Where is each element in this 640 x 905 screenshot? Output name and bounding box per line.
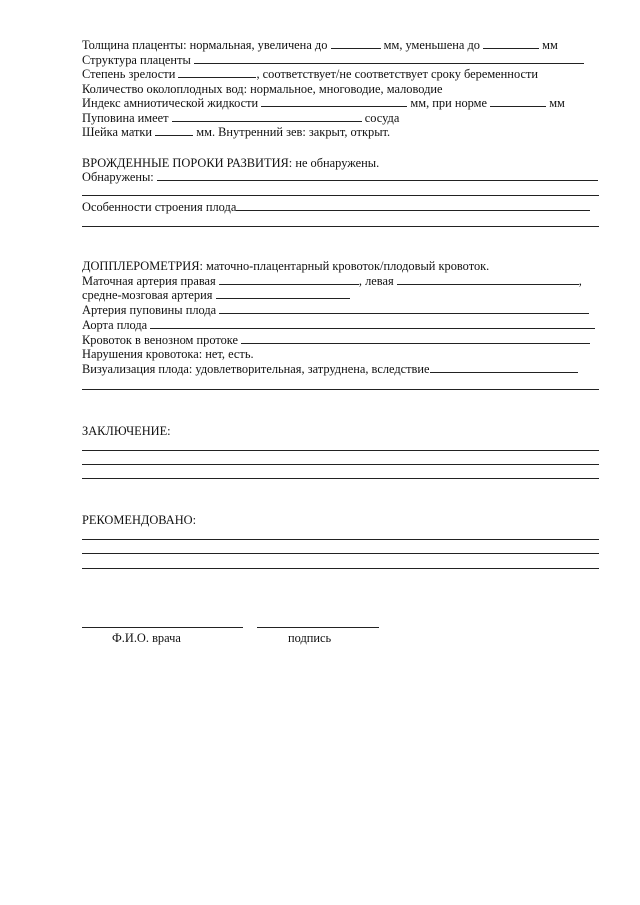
doctor-name-caption: Ф.И.О. врача [112, 631, 181, 645]
signature-caption: подпись [288, 631, 332, 645]
aorta-row [82, 318, 595, 332]
visualization-row [82, 362, 578, 376]
conclusion-line-3[interactable] [82, 478, 599, 479]
mm-unit-label: мм [549, 96, 565, 110]
uterine-artery-row [82, 274, 582, 288]
flow-disorders-row: Нарушения кровотока: нет, есть. [82, 347, 254, 361]
amniotic-index-row [82, 96, 565, 110]
fluid-amount-row [82, 82, 443, 96]
uterine-left-field[interactable] [397, 274, 579, 285]
placenta-thickness-row [82, 38, 558, 52]
amniotic-index-field[interactable] [261, 96, 407, 107]
venous-duct-field[interactable] [241, 333, 590, 344]
umbilical-cord-label: Пуповина имеет [82, 111, 169, 125]
features-label: Особенности строения плода [82, 200, 237, 214]
fluid-amount-label: Количество околоплодных вод: нормальное, многоводие, маловодие [82, 82, 443, 96]
conclusion-line-1[interactable] [82, 450, 599, 451]
uterine-right-field[interactable] [219, 274, 359, 285]
defects-found-row [82, 170, 598, 184]
cerebral-artery-field[interactable] [216, 288, 350, 299]
visualization-line[interactable] [82, 389, 599, 390]
cervix-text: мм. Внутренний зев: закрыт, открыт. [196, 125, 391, 139]
cerebral-artery-row [82, 288, 350, 302]
comma: , [578, 274, 582, 288]
cervix-length-field[interactable] [155, 125, 193, 136]
visualization-field[interactable] [430, 362, 578, 373]
vessels-label: сосуда [364, 111, 400, 125]
recommended-line-2[interactable] [82, 553, 599, 554]
venous-duct-row [82, 333, 590, 347]
features-row [82, 200, 590, 214]
umbilical-cord-field[interactable] [172, 111, 362, 122]
placenta-thickness-label: Толщина плаценты: нормальная, увеличена до [82, 38, 328, 52]
recommended-line-1[interactable] [82, 539, 599, 540]
conclusion-title: ЗАКЛЮЧЕНИЕ: [82, 424, 171, 438]
maturity-label: Степень зрелости [82, 67, 176, 81]
umbilical-artery-label: Артерия пуповины плода [82, 303, 217, 317]
amniotic-index-label: Индекс амниотической жидкости [82, 96, 259, 110]
conclusion-line-2[interactable] [82, 464, 599, 465]
placenta-structure-label: Структура плаценты [82, 53, 191, 67]
uterine-right-label: Маточная артерия правая [82, 274, 216, 288]
recommended-title: РЕКОМЕНДОВАНО: [82, 513, 197, 527]
visualization-label: Визуализация плода: удовлетворительная, затруднена, вследствие [82, 362, 430, 376]
umbilical-artery-row [82, 303, 589, 317]
cervix-row [82, 125, 390, 139]
placenta-structure-row [82, 53, 584, 67]
doppler-title: ДОППЛЕРОМЕТРИЯ: маточно-плацентарный кровоток/плодовый кровоток. [82, 259, 490, 273]
features-field[interactable] [236, 200, 590, 211]
amniotic-norm-label: мм, при норме [410, 96, 487, 110]
maturity-row [82, 67, 538, 81]
venous-duct-label: Кровоток в венозном протоке [82, 333, 239, 347]
placenta-increased-field[interactable] [331, 38, 381, 49]
uterine-left-label: , левая [358, 274, 394, 288]
maturity-field[interactable] [178, 67, 256, 78]
doctor-name-line[interactable] [82, 627, 243, 628]
umbilical-cord-row [82, 111, 399, 125]
features-line[interactable] [82, 226, 599, 227]
amniotic-norm-field[interactable] [490, 96, 546, 107]
aorta-label: Аорта плода [82, 318, 148, 332]
maturity-text: , соответствует/не соответствует сроку беременности [256, 67, 538, 81]
placenta-structure-field[interactable] [194, 53, 584, 64]
aorta-field[interactable] [150, 318, 595, 329]
mm-decreased-label: мм, уменьшена до [383, 38, 480, 52]
defects-title: ВРОЖДЕННЫЕ ПОРОКИ РАЗВИТИЯ: не обнаружены. [82, 156, 380, 170]
defects-found-field[interactable] [157, 170, 598, 181]
cerebral-artery-label: средне-мозговая артерия [82, 288, 213, 302]
placenta-decreased-field[interactable] [483, 38, 539, 49]
defects-found-label: Обнаружены: [82, 170, 154, 184]
defects-line[interactable] [82, 195, 599, 196]
cervix-label: Шейка матки [82, 125, 153, 139]
mm-unit-label: мм [542, 38, 558, 52]
umbilical-artery-field[interactable] [219, 303, 589, 314]
signature-line[interactable] [257, 627, 379, 628]
recommended-line-3[interactable] [82, 568, 599, 569]
